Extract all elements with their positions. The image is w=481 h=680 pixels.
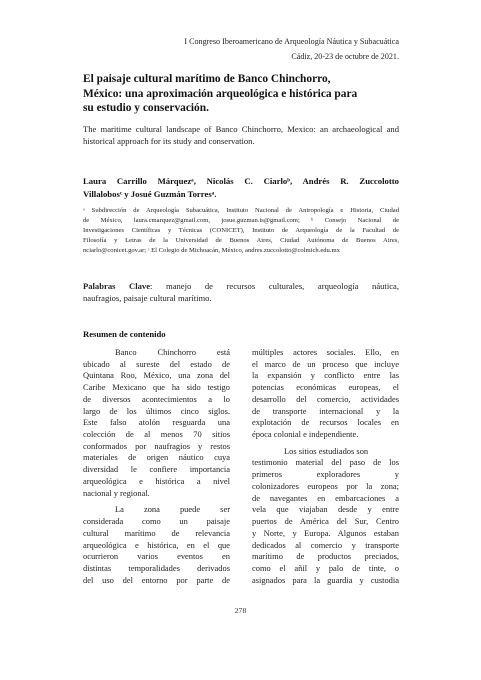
title-line: su estudio y conservación. xyxy=(83,102,209,115)
text-line: Banco Chinchorro está xyxy=(115,347,230,357)
text-line: distintas temporalidades derivados xyxy=(83,562,230,573)
text-line: del uso del entorno por parte de xyxy=(83,574,230,585)
title-line: México: una aproximación arqueológica e histórica para xyxy=(83,87,358,100)
keywords xyxy=(83,281,399,304)
text-line: puertos de América del Sur, Centro xyxy=(252,516,399,527)
keywords-text: : manejo de recursos culturales, arqueología náutica, xyxy=(150,281,399,291)
affiliations xyxy=(83,206,399,256)
authors-line: Villalobosᶜ y Josué Guzmán Torresᵃ. xyxy=(83,188,217,199)
text-line: primeros exploradores y xyxy=(252,469,399,480)
affiliation-line: Filosofía y Letras de la Universidad de Buenos Aires, Ciudad Autónoma de Buenos Aires, xyxy=(83,237,399,245)
affiliation-line: de México, laura.cmarquez@gmail.com, josue.guzman.ts@gmail.com; ᵇ Consejo Nacional de xyxy=(83,217,399,225)
text-line: de navegantes en embarcaciones a xyxy=(252,492,399,503)
text-line: arqueológica e histórica, en el que xyxy=(83,539,230,550)
affiliation-line: nciarlo@conicet.gov.ar; ᶜ El Colegio de Michoacán, México, andres.zuccolotto@colmich.edu.mx xyxy=(83,247,340,255)
text-line: y Norte, y Europa. Algunos estaban xyxy=(252,527,399,538)
text-line: conformados por naufragios y restos xyxy=(83,440,230,451)
text-line: época colonial e independiente. xyxy=(252,429,359,440)
text-line: nacional y regional. xyxy=(83,487,150,498)
affiliation-line: ᵃ Subdirección de Arqueología Subacuática, Instituto Nacional de Antropología e Historia, Ciudad xyxy=(83,207,399,214)
text-line: la expansión y conflicto entre las xyxy=(252,370,399,381)
text-line: de transporte internacional y la xyxy=(252,405,399,416)
page-number: 278 xyxy=(234,606,247,615)
title-line: El paisaje cultural marítimo de Banco Chinchorro, xyxy=(83,73,331,85)
section-heading: Resumen de contenido xyxy=(83,329,166,339)
text-line: como el añil y palo de tinte, o xyxy=(252,562,399,573)
text-line: diversidad le confiere importancia xyxy=(83,464,230,475)
keywords-line: naufragios, paisaje cultural marítimo. xyxy=(83,292,212,303)
text-line: materiales de origen náutico cuya xyxy=(83,452,230,463)
authors xyxy=(83,175,399,201)
conference-header: I Congreso Iberoamericano de Arqueología Náutica y Subacuática xyxy=(184,37,399,46)
text-line: el marco de un proceso que incluye xyxy=(252,358,399,369)
text-line: arqueológica e histórica a nivel xyxy=(83,475,230,486)
paper-title xyxy=(83,72,399,116)
text-line: marítimo de productos preciados, xyxy=(252,551,399,562)
text-line: de diversos acontecimientos a lo xyxy=(83,393,230,404)
affiliation-line: Investigaciones Científicas y Técnicas (CONICET), Instituto de Arqueología de la Facultad de xyxy=(83,227,399,235)
keywords-label: Palabras Clave xyxy=(83,281,151,291)
text-line: ubicado al sureste del estado de xyxy=(83,358,230,369)
text-line: vela que viajaban desde y entre xyxy=(252,504,399,515)
text-line: ocurrieron varios eventos en xyxy=(83,551,230,562)
authors-line: Laura Carrillo Márquezᵃ, Nicolás C. Ciarloᵇ, Andrés R. Zuccolotto xyxy=(83,176,399,186)
text-line: explotación de recursos locales en xyxy=(252,417,399,428)
text-line: desarrollo del comercio, actividades xyxy=(252,393,399,404)
english-title: The maritime cultural landscape of Banco Chinchorro, Mexico: an archaeological and historical approach for its study and conservation. xyxy=(83,124,399,146)
text-line: potencias económicas europeas, el xyxy=(252,382,399,393)
conference-date: Cádiz, 20-23 de octubre de 2021. xyxy=(291,52,399,61)
right-column xyxy=(252,347,399,586)
text-line: múltiples actores sociales. Ello, en xyxy=(252,347,399,357)
text-line: considerada como un paisaje xyxy=(83,516,230,527)
text-line: asignados para la guardia y custodia xyxy=(252,574,399,585)
text-line: Caribe Mexicano que ha sido testigo xyxy=(83,382,230,393)
left-column xyxy=(83,347,230,586)
text-line: testimonio material del paso de los xyxy=(252,457,399,468)
keywords-line xyxy=(83,281,399,293)
text-line: Quintana Roo, México, una zona del xyxy=(83,370,230,381)
text-line: largo de los últimos cinco siglos. xyxy=(83,405,230,416)
text-line: colección de al menos 70 sitios xyxy=(83,429,230,440)
text-line: dedicados al comercio y transporte xyxy=(252,539,399,550)
text-line: Los sitios estudiados son xyxy=(284,445,369,456)
text-line: La zona puede ser xyxy=(115,504,230,515)
text-line: colonizadores europeos por la zona; xyxy=(252,480,399,491)
text-line: Este falso atolón resguarda una xyxy=(83,417,230,428)
text-line: cultural marítimo de relevancia xyxy=(83,527,230,538)
